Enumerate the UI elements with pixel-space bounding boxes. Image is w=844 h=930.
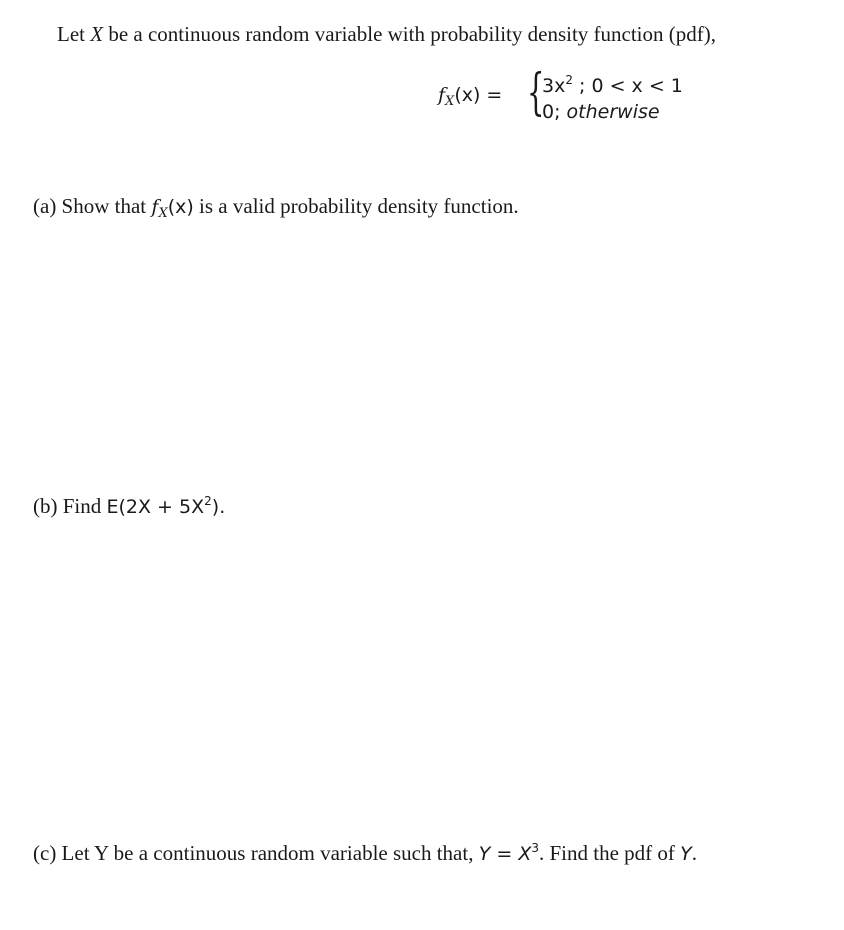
problem-intro [57, 24, 716, 45]
case1-value: 3x [542, 75, 566, 97]
case2-condition: otherwise [560, 101, 660, 123]
question-part-a [33, 196, 519, 220]
intro-variable: X [90, 22, 104, 46]
part-a-f: f [151, 196, 159, 218]
part-a-suffix: is a valid probability density function. [193, 194, 519, 218]
part-c-end: . [691, 841, 697, 865]
question-part-b [33, 495, 225, 517]
pdf-argument: (x) [454, 84, 481, 106]
question-part-c [33, 842, 697, 864]
part-b-close: ). [211, 496, 226, 518]
pdf-equals: = [480, 84, 503, 106]
part-a-prefix: (a) Show that [33, 194, 152, 218]
pdf-case-1 [542, 73, 683, 97]
intro-suffix: be a continuous random variable with probability density function (pdf), [103, 22, 716, 46]
piecewise-brace: { [527, 63, 545, 121]
part-b-power: 2 [204, 494, 212, 508]
part-c-variable: Y [680, 843, 692, 865]
pdf-lhs [438, 84, 502, 109]
pdf-case-2 [542, 101, 660, 123]
part-b-expression: E(2X + 5X [106, 496, 205, 518]
part-c-power: 3 [531, 841, 539, 855]
pdf-subscript: X [445, 94, 455, 109]
case1-power: 2 [565, 73, 573, 87]
part-b-prefix: (b) Find [33, 494, 107, 518]
part-a-subscript: X [158, 206, 168, 221]
part-c-expression: Y = X [478, 843, 532, 865]
part-c-prefix: (c) Let Y be a continuous random variable such that, [33, 841, 479, 865]
part-c-mid: . Find the pdf of [538, 841, 681, 865]
pdf-f: f [438, 84, 446, 106]
intro-prefix: Let [57, 22, 91, 46]
part-a-argument: (x) [167, 196, 194, 218]
case1-condition: ; 0 < x < 1 [572, 75, 683, 97]
case2-value: 0; [542, 101, 561, 123]
